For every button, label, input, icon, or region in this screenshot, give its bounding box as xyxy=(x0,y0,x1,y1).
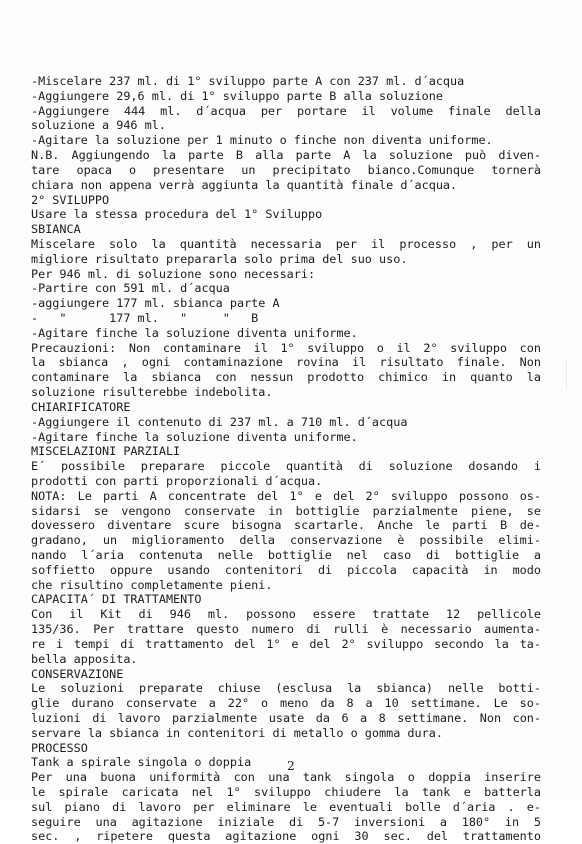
text-line: NOTA: Le parti A concentrate del 1° e del 2° sviluppo possono os- xyxy=(31,488,541,503)
text-line: soluzione a 946 ml. xyxy=(31,118,166,133)
text-line: Usare la stessa procedura del 1° Sviluppo xyxy=(31,207,323,222)
text-line: servare la sbianca in contenitori di metallo o gomma dura. xyxy=(31,725,443,740)
text-line: 135/36. Per trattare questo numero di rulli è necessario aumenta- xyxy=(31,622,541,637)
text-line: nando l´aria contenuta nelle bottiglie nel caso di bottiglie a xyxy=(31,548,541,562)
section-heading: MISCELAZIONI PARZIALI xyxy=(31,444,181,459)
section-heading: PROCESSO xyxy=(31,740,88,755)
text-line: -Aggiungere 444 ml. d´acqua per portare il volume finale della xyxy=(31,103,541,118)
text-line: la sbianca , ogni contaminazione rovina il risultato finale. Non xyxy=(31,355,541,370)
section-heading: SBIANCA xyxy=(31,222,81,237)
text-line: -Agitare la soluzione per 1 minuto o finche non diventa uniforme. xyxy=(31,133,493,148)
text-line: -Aggiungere 29,6 ml. di 1° sviluppo parte B alla soluzione xyxy=(31,88,443,103)
text-line: Per 946 ml. di soluzione sono necessari: xyxy=(31,266,316,281)
section-heading: 2° SVILUPPO xyxy=(31,192,110,207)
text-line: -Partire con 591 ml. d´acqua xyxy=(31,281,230,296)
text-line: -Agitare finche la soluzione diventa uniforme. xyxy=(31,325,358,340)
text-line: sul piano di lavoro per eliminare le eventuali bolle d´aria . e- xyxy=(31,799,541,814)
text-line: chiara non appena verrà aggiunta la quantità finale d´acqua. xyxy=(31,177,458,192)
text-line: -Agitare finche la soluzione diventa uniforme. xyxy=(31,429,358,444)
text-line: contaminare la sbianca con nessun prodotto chimico in quanto la xyxy=(31,370,541,385)
text-line: dovessero diventare scure bisogna scartarle. Anche le parti B de- xyxy=(31,518,541,533)
text-line: soluzione risulterebbe indebolita. xyxy=(31,385,273,400)
text-line: migliore risultato prepararla solo prima del suo uso. xyxy=(31,251,408,266)
text-line: seguire una agitazione iniziale di 5-7 inversioni a 180° in 5 xyxy=(31,814,541,829)
text-line: -Miscelare 237 ml. di 1° sviluppo parte A con 237 ml. d´acqua xyxy=(31,74,465,88)
text-line: luzioni di lavoro parzialmente usate da 6 a 8 settimane. Non con- xyxy=(31,710,541,725)
text-line: gradano, un miglioramento della conservazione è possibile elimi- xyxy=(31,533,541,548)
page-number: 2 xyxy=(287,759,295,773)
text-line: tare opaca o presentare un precipitato bianco.Comunque tornerà xyxy=(31,162,541,177)
text-line: E´ possibile preparare piccole quantità di soluzione dosando i xyxy=(31,459,541,474)
section-heading: CAPACITA´ DI TRATTAMENTO xyxy=(31,592,202,607)
text-line: N.B. Aggiungendo la parte B alla parte A la soluzione può diven- xyxy=(31,148,541,163)
scan-artifact xyxy=(566,360,567,390)
text-line: Miscelare solo la quantità necessaria per il processo , per un xyxy=(31,236,541,251)
text-line: che risultino completamente pieni. xyxy=(31,577,273,592)
text-line: soffietto oppure usando contenitori di piccola capacità in modo xyxy=(31,562,541,577)
text-line: Precauzioni: Non contaminare il 1° sviluppo o il 2° sviluppo con xyxy=(31,340,541,355)
text-line: Con il Kit di 946 ml. possono essere trattate 12 pellicole xyxy=(31,607,541,622)
text-line: - " 177 ml. " " B xyxy=(31,311,259,325)
text-line: le spirale caricata nel 1° sviluppo chiudere la tank e batterla xyxy=(31,785,541,799)
text-line: prodotti con parti proporzionali d´acqua. xyxy=(31,473,323,488)
section-heading: CONSERVAZIONE xyxy=(31,666,124,681)
text-line: Tank a spirale singola o doppia xyxy=(31,755,252,770)
text-line: sidarsi se vengono conservate in bottiglie parzialmente piene, se xyxy=(31,503,541,518)
section-heading: CHIARIFICATORE xyxy=(31,399,131,414)
text-line: bella apposita. xyxy=(31,651,138,666)
body-text xyxy=(31,74,541,844)
text-line: Le soluzioni preparate chiuse (esclusa la sbianca) nelle botti- xyxy=(31,681,541,696)
text-line: sec. , ripetere questa agitazione ogni 30 sec. del trattamento xyxy=(31,829,541,844)
text-line: -aggiungere 177 ml. sbianca parte A xyxy=(31,296,280,311)
text-line: glie durano conservate a 22° o meno da 8 a 10 settimane. Le so- xyxy=(31,696,541,711)
text-line: re i tempi di trattamento del 1° e del 2° sviluppo secondo la ta- xyxy=(31,636,541,651)
text-line: -Aggiungere il contenuto di 237 ml. a 710 ml. d´acqua xyxy=(31,414,408,429)
text-line: Per una buona uniformità con una tank singola o doppia inserire xyxy=(31,770,541,785)
